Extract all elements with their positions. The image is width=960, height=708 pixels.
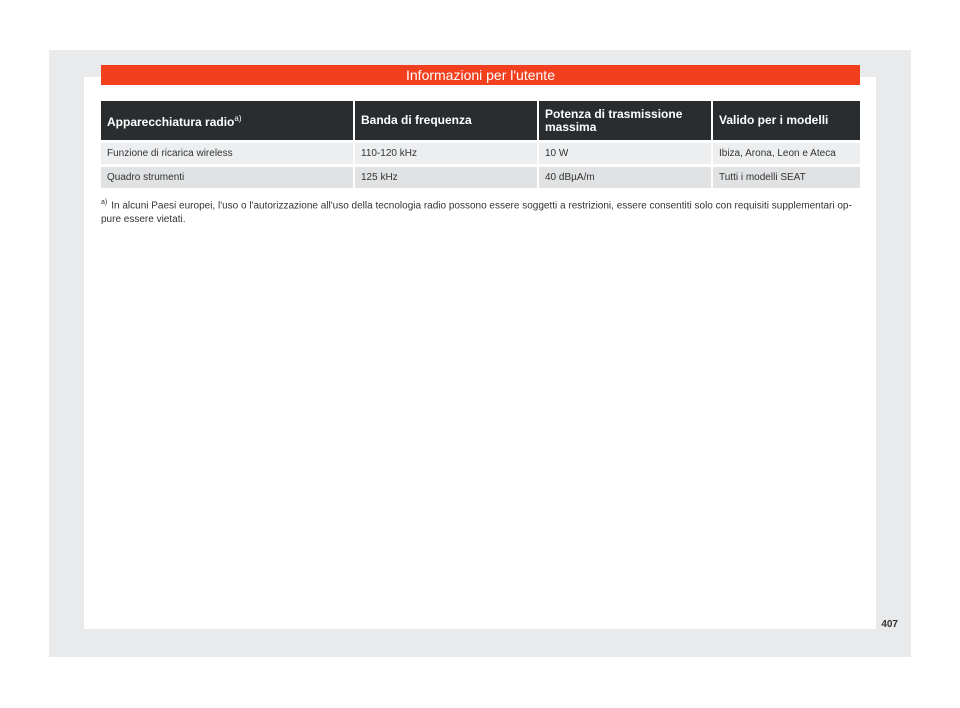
- footnote-text: In alcuni Paesi europei, l'uso o l'autorizzazione all'uso della tecnologia radio possono essere soggetti a restrizioni, essere consentiti solo con requisiti supplementari oppure essere vietati.: [101, 200, 852, 226]
- table-cell: 10 W: [538, 142, 712, 166]
- column-header-equipment: [101, 101, 354, 142]
- column-header-frequency: Banda di frequenza: [354, 101, 538, 142]
- footnote-reference: a): [234, 114, 242, 123]
- column-header-power: Potenza di trasmissione massima: [538, 101, 712, 142]
- table-row: [101, 166, 860, 189]
- table-header-row: [101, 101, 860, 142]
- table-row: [101, 142, 860, 166]
- footnote-mark: a): [101, 199, 108, 206]
- footnote: [101, 196, 861, 227]
- page-number: 407: [881, 619, 898, 630]
- column-header-models: Valido per i modelli: [712, 101, 860, 142]
- column-header-label: Apparecchiatura radio: [107, 115, 235, 129]
- table-cell: 125 kHz: [354, 166, 538, 189]
- table-cell: Ibiza, Arona, Leon e Ateca: [712, 142, 860, 166]
- table-cell: 110-120 kHz: [354, 142, 538, 166]
- table-cell: Quadro strumenti: [101, 166, 354, 189]
- section-header: Informazioni per l'utente: [101, 65, 860, 85]
- table-cell: Funzione di ricarica wireless: [101, 142, 354, 166]
- radio-equipment-table: [101, 101, 860, 188]
- table-cell: 40 dBµA/m: [538, 166, 712, 189]
- table-cell: Tutti i modelli SEAT: [712, 166, 860, 189]
